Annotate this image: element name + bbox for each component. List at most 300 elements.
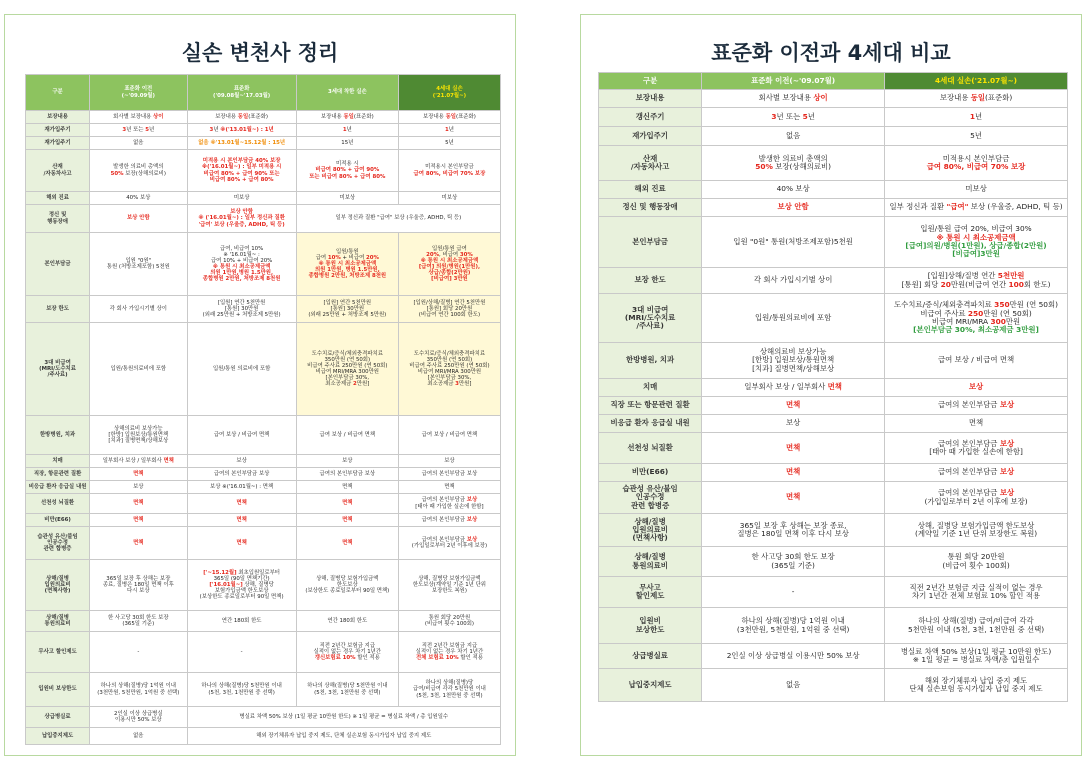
table-cell bbox=[702, 146, 885, 181]
row-label bbox=[26, 632, 90, 673]
text-line: 입원/통원 bbox=[335, 248, 359, 255]
table-cell bbox=[398, 514, 500, 527]
cell-text bbox=[149, 127, 154, 133]
cell-text bbox=[786, 418, 800, 427]
table-row bbox=[599, 181, 1068, 199]
text-line: 도수치료/증식/체외충격파치료 bbox=[894, 300, 995, 310]
row-label bbox=[599, 181, 702, 199]
table-row bbox=[26, 514, 501, 527]
row-label bbox=[26, 233, 90, 296]
text-line: 비급여 MRI/MRA 300만원 bbox=[417, 369, 482, 375]
row-label bbox=[599, 608, 702, 644]
text-line: [한방] 입원보상/통원면책 bbox=[752, 355, 835, 365]
table-cell bbox=[187, 632, 296, 673]
table-cell bbox=[296, 455, 398, 468]
text-line: [입원]상해/질병 연간 bbox=[927, 271, 998, 281]
table-cell bbox=[90, 494, 187, 514]
table-cell bbox=[398, 611, 500, 632]
text-line: 면책 bbox=[785, 400, 801, 410]
cell-text bbox=[133, 484, 143, 490]
cell-text bbox=[901, 647, 1051, 664]
table-cell bbox=[885, 415, 1068, 433]
text-line: 입원 "0원" 통원(처방조제포함)5천원 bbox=[733, 236, 853, 246]
text-line: 다시 보상 bbox=[127, 588, 150, 595]
text-line: ※ 통원 시 최소공제금액 bbox=[318, 260, 377, 267]
text-line: 보장내용 bbox=[635, 93, 665, 103]
cell-text bbox=[336, 215, 462, 221]
row-label bbox=[599, 577, 702, 608]
cell-text bbox=[889, 202, 946, 211]
text-line: 50% bbox=[755, 162, 773, 171]
text-line: 직전 2년간 보험금 지급 bbox=[319, 642, 376, 649]
text-line: - bbox=[240, 648, 243, 655]
table-cell bbox=[702, 433, 885, 464]
table-cell bbox=[885, 482, 1068, 514]
row-label bbox=[26, 124, 90, 137]
text-line: 급여 보상 / 비급여 면책 bbox=[937, 355, 1015, 365]
table-cell bbox=[90, 205, 187, 233]
text-line: 치매 bbox=[52, 457, 63, 464]
cell-text bbox=[340, 195, 356, 201]
cell-text bbox=[103, 576, 174, 594]
header-row bbox=[599, 73, 1068, 90]
text-line: [본인부담금 30%, bbox=[325, 375, 370, 382]
cell-text bbox=[111, 366, 167, 372]
text-line: (~'09.09월) bbox=[121, 92, 155, 99]
column-header bbox=[398, 75, 500, 111]
cell-text bbox=[965, 184, 986, 193]
text-line: 직장, 항문관련 질환 bbox=[33, 470, 82, 477]
table-cell bbox=[90, 150, 187, 192]
table-row bbox=[26, 632, 501, 673]
table-cell bbox=[885, 199, 1068, 217]
row-label bbox=[26, 494, 90, 514]
table-row bbox=[26, 611, 501, 632]
text-line: 5년 bbox=[970, 130, 982, 140]
cell-text bbox=[786, 443, 800, 452]
cell-text bbox=[327, 618, 367, 624]
text-line: 비급여 주사료 250만원 (연 50회) bbox=[409, 362, 490, 369]
text-line: 보장(상해의료비) bbox=[772, 162, 832, 171]
cell-text bbox=[415, 504, 483, 510]
text-line: 365일 보장 후 상해는 보장 bbox=[106, 575, 171, 582]
table-row bbox=[26, 111, 501, 124]
text-line: 보상 bbox=[466, 536, 478, 543]
cell-text bbox=[828, 382, 842, 391]
table-row bbox=[599, 108, 1068, 127]
text-line: 급여의 본인부담금 bbox=[937, 467, 1000, 477]
table-cell bbox=[702, 608, 885, 644]
cell-text bbox=[357, 381, 370, 387]
text-line: ('21.07월~) bbox=[432, 92, 467, 99]
text-line: 실적이 없는 경우 차기 1년간 bbox=[313, 648, 382, 655]
text-line: 해외 진료 bbox=[46, 194, 69, 201]
row-label bbox=[26, 192, 90, 205]
text-line: 상해/질병 bbox=[46, 575, 69, 582]
row-label bbox=[26, 111, 90, 124]
cell-text bbox=[924, 497, 1027, 506]
text-line: 일부회사 보상 / 일부회사 bbox=[102, 457, 164, 464]
cell-text bbox=[236, 500, 246, 506]
text-line: 입원의료비 bbox=[44, 581, 71, 588]
cell-text bbox=[342, 517, 352, 523]
text-line: 5년 bbox=[445, 139, 454, 146]
text-line: [태아 때 가입한 실손에 한함] bbox=[415, 503, 484, 510]
table-cell bbox=[187, 323, 296, 416]
text-line: 상해, 질병당 보험가입금액 한도보상 bbox=[917, 520, 1035, 530]
text-line: 년 bbox=[149, 126, 155, 133]
text-line: 상해/질병 bbox=[634, 516, 666, 526]
row-label bbox=[599, 433, 702, 464]
text-line: 면책 bbox=[785, 442, 801, 452]
table-cell bbox=[885, 294, 1068, 343]
text-line: 3 bbox=[771, 111, 777, 121]
text-line: 납입중지제도 bbox=[41, 732, 74, 739]
text-line: 또는 비급여 80% + 급여 80% bbox=[309, 173, 386, 180]
text-line: 년 또는 bbox=[776, 111, 803, 121]
table-cell bbox=[187, 124, 296, 137]
cell-text bbox=[971, 93, 985, 102]
text-line: 보상한도 bbox=[635, 624, 665, 634]
text-line: 종합병원 2만원, 처방조제 8천원 bbox=[202, 276, 281, 283]
text-line: 년 bbox=[213, 126, 221, 133]
text-line: 산재 bbox=[642, 153, 658, 163]
text-line: 도수치료/증식/체외충격파치료 bbox=[311, 350, 383, 357]
text-line: (비급여 횟수 100회) bbox=[424, 621, 475, 627]
cell-text bbox=[356, 655, 380, 661]
cell-text bbox=[413, 300, 485, 318]
cell-text bbox=[755, 313, 831, 322]
text-line: 면책 bbox=[342, 483, 353, 490]
text-line: 면책 bbox=[785, 492, 801, 502]
text-line: [비급여] 3만원 bbox=[431, 276, 468, 283]
text-line: 상해의료비 보상가능 bbox=[114, 425, 163, 432]
text-line: 1 bbox=[342, 126, 347, 133]
table-cell bbox=[885, 90, 1068, 108]
row-label bbox=[26, 150, 90, 192]
text-line: 100 bbox=[1008, 279, 1024, 289]
table-cell bbox=[398, 233, 500, 296]
text-line: 하나의 상해(질병)당 bbox=[425, 680, 474, 687]
table-row bbox=[26, 416, 501, 455]
row-label bbox=[599, 127, 702, 146]
cell-text bbox=[342, 458, 352, 464]
text-line: 종합병원 2만원, 처방조제 8천원 bbox=[308, 273, 387, 280]
cell-text bbox=[137, 649, 139, 655]
text-line: ※ ('16.01월~) : 일부 정신과 질환 bbox=[198, 215, 285, 222]
text-line: 회 한도) bbox=[1023, 279, 1051, 289]
left-panel bbox=[4, 14, 516, 756]
table-cell bbox=[398, 481, 500, 494]
text-line: (MRI/도수치료 bbox=[624, 312, 676, 322]
text-line: 3 bbox=[455, 381, 459, 388]
table-cell bbox=[296, 416, 398, 455]
cell-text bbox=[320, 432, 376, 438]
cell-text bbox=[343, 114, 353, 120]
text-line: 구분 bbox=[52, 89, 63, 96]
cell-text bbox=[737, 521, 849, 538]
table-cell bbox=[885, 146, 1068, 181]
text-line: 상급병실료 bbox=[632, 650, 668, 660]
text-line: [급여] 의원/병원(1만원), bbox=[418, 264, 481, 270]
table-cell bbox=[702, 644, 885, 669]
text-line: 갱신보험료 10% bbox=[314, 655, 356, 662]
table-cell bbox=[90, 514, 187, 527]
row-label bbox=[26, 611, 90, 632]
text-line: 비급여 MRI/MRA 300만원 bbox=[315, 369, 380, 375]
cell-text bbox=[927, 162, 1025, 171]
table-cell bbox=[296, 205, 500, 233]
text-line: 보험가입금액 한도보상 bbox=[214, 588, 269, 595]
cell-text bbox=[446, 114, 456, 120]
text-line: [입원] 연간 5천만원 bbox=[323, 299, 372, 306]
text-line: 입원/통원 급여 bbox=[432, 245, 467, 252]
text-line: 종료, 질병은 180일 면책 이후 bbox=[102, 581, 174, 588]
table-cell bbox=[702, 397, 885, 415]
table-cell bbox=[90, 560, 187, 611]
cell-text bbox=[941, 280, 951, 289]
row-label bbox=[599, 217, 702, 268]
text-line: 보상 bbox=[236, 457, 247, 464]
text-line: ※ 통원 시 최소공제금액 bbox=[212, 264, 271, 270]
cell-text bbox=[213, 366, 270, 372]
text-line: 하나의 상해(질병)당 5천만원 이내 bbox=[307, 683, 388, 690]
table-row bbox=[26, 205, 501, 233]
text-line: [입원/상해/질병] 연간 5천만원 bbox=[413, 299, 486, 306]
cell-text bbox=[97, 683, 179, 695]
text-line: 350만원 (연 50회) bbox=[426, 356, 473, 363]
text-line: 상급병실료 bbox=[44, 713, 71, 720]
text-line: 250 bbox=[967, 308, 984, 318]
cell-text bbox=[220, 127, 273, 133]
cell-text bbox=[467, 517, 477, 523]
text-line: 해외 장기체류자 납입 중지 제도 bbox=[924, 675, 1028, 685]
text-line: 최소공제금 bbox=[427, 381, 456, 388]
text-line: 보상 bbox=[999, 467, 1015, 477]
table-cell bbox=[296, 111, 398, 124]
text-line: 상해, 질병당 bbox=[242, 581, 274, 588]
row-label bbox=[599, 547, 702, 577]
text-line: 보상 bbox=[999, 438, 1015, 448]
text-line: 급여의 본인부담금 bbox=[937, 400, 1000, 410]
row-label bbox=[26, 728, 90, 745]
cell-text bbox=[1008, 280, 1023, 289]
cell-text bbox=[733, 237, 852, 246]
table-cell bbox=[885, 397, 1068, 415]
table-row bbox=[26, 673, 501, 707]
text-line: 1 bbox=[444, 126, 449, 133]
cell-text bbox=[905, 241, 1046, 258]
table-cell bbox=[885, 644, 1068, 669]
text-line: 급여 80%, 비급여 70% 보장 bbox=[413, 170, 486, 177]
text-line: 없음 ※'13.01월~15.12월 : 15년 bbox=[198, 139, 286, 146]
column-header bbox=[26, 75, 90, 111]
text-line: 면책 bbox=[342, 500, 353, 507]
row-label bbox=[599, 146, 702, 181]
text-line: 각 회사 가입시기별 상이 bbox=[753, 275, 833, 285]
table-cell bbox=[187, 468, 296, 481]
text-line: 4세대 실손('21.07월~) bbox=[935, 75, 1018, 85]
table-cell bbox=[885, 608, 1068, 644]
text-line: 40% 보상 bbox=[776, 184, 810, 194]
table-cell bbox=[296, 468, 398, 481]
cell-text bbox=[342, 484, 352, 490]
cell-text bbox=[307, 351, 387, 387]
text-line: 보장내용 bbox=[47, 113, 68, 120]
table-cell bbox=[885, 379, 1068, 397]
table-cell bbox=[187, 707, 501, 728]
text-line: 급여의 본인부담금 bbox=[421, 497, 467, 504]
text-line: 보상 bbox=[999, 400, 1015, 410]
text-line: ※ '16.01월~ : bbox=[223, 251, 260, 258]
left-comparison-table bbox=[25, 74, 501, 745]
left-table-header bbox=[26, 75, 501, 111]
left-table-body bbox=[26, 111, 501, 745]
cell-text bbox=[938, 400, 1000, 409]
text-line: 납입중지제도 bbox=[628, 679, 672, 689]
row-label bbox=[599, 669, 702, 702]
table-cell bbox=[702, 669, 885, 702]
text-line: (5천, 3천, 1천만원 중 선택) bbox=[314, 689, 381, 696]
text-line: 비응급 환자 응급실 내원 bbox=[610, 418, 690, 428]
table-cell bbox=[296, 481, 398, 494]
table-cell bbox=[187, 205, 296, 233]
table-cell bbox=[296, 527, 398, 560]
cell-text bbox=[786, 400, 800, 409]
text-line: 20% bbox=[426, 251, 440, 258]
text-line: (계약일 기준 1년 단위 보장한도 복원) bbox=[914, 529, 1038, 538]
cell-text bbox=[444, 484, 454, 490]
text-line: 년 bbox=[807, 111, 815, 121]
text-line: 표준화 이전 bbox=[124, 86, 153, 93]
text-line: 없음 bbox=[133, 732, 144, 739]
table-cell bbox=[702, 90, 885, 108]
table-cell bbox=[90, 416, 187, 455]
row-label bbox=[26, 481, 90, 494]
text-line: (표준화) bbox=[985, 93, 1013, 103]
table-cell bbox=[398, 527, 500, 560]
text-line: 한방병원, 치과 bbox=[39, 431, 76, 438]
text-line: 년 또는 bbox=[126, 126, 146, 133]
text-line: 상이 bbox=[813, 93, 828, 103]
table-cell bbox=[885, 181, 1068, 199]
text-line: 산재 bbox=[52, 164, 63, 171]
table-cell bbox=[702, 415, 885, 433]
cell-text bbox=[813, 93, 827, 102]
text-line: (외래 25만원 + 처방조제 5만원) bbox=[202, 312, 281, 319]
text-line: 면책 bbox=[968, 418, 984, 428]
text-line: [급여]의원/병원(1만원), 상급/종합(2만원) bbox=[905, 241, 1047, 250]
cell-text bbox=[133, 500, 143, 506]
table-cell bbox=[296, 124, 398, 137]
cell-text bbox=[238, 114, 248, 120]
table-cell bbox=[398, 111, 500, 124]
text-line: [한방] 입원보상/통원면책 bbox=[108, 431, 169, 438]
text-line: 5 bbox=[802, 111, 808, 121]
text-line: 1 bbox=[969, 111, 976, 121]
text-line: 할인 적용 bbox=[458, 655, 483, 662]
table-cell bbox=[296, 560, 398, 611]
text-line: 2인실 이상 상급병실 이용시만 50% 보상 bbox=[726, 650, 860, 660]
table-cell bbox=[398, 673, 500, 707]
table-cell bbox=[187, 137, 296, 150]
text-line: 10% bbox=[327, 254, 341, 261]
text-line: (보상한도 종료일로부터 90일 면책) bbox=[305, 588, 390, 595]
cell-text bbox=[210, 484, 273, 490]
text-line: 본인부담금 bbox=[44, 260, 71, 267]
table-cell bbox=[398, 124, 500, 137]
cell-text bbox=[202, 158, 282, 182]
text-line: 365일 보장 후 상해는 보장 종료, bbox=[739, 520, 847, 530]
text-line: 급여의 본인부담금 보상 bbox=[319, 470, 376, 477]
table-cell bbox=[398, 416, 500, 455]
text-line: [통원] 30만원 bbox=[224, 305, 259, 312]
text-line: /자동차사고 bbox=[43, 170, 72, 177]
text-line: 급여/비급여 각각 5천만원 이내 bbox=[413, 686, 486, 693]
text-line: 30% bbox=[459, 251, 473, 258]
text-line: 3 bbox=[209, 126, 214, 133]
text-line: 300 bbox=[990, 317, 1006, 326]
text-line: ※('16.01월~) : 일부 미적용 시 bbox=[201, 164, 282, 171]
text-line: 재가입주기 bbox=[44, 126, 71, 133]
table-cell bbox=[90, 707, 187, 728]
text-line: 무사고 bbox=[639, 582, 661, 592]
text-line: (비급여 연간 100회 한도) bbox=[418, 312, 481, 319]
text-line: 2인실 이상 상급병실 bbox=[114, 710, 163, 717]
table-cell bbox=[398, 468, 500, 481]
text-line: (면책사항) bbox=[44, 588, 71, 595]
table-cell bbox=[296, 611, 398, 632]
table-cell bbox=[187, 455, 296, 468]
cell-text bbox=[342, 500, 352, 506]
cell-text bbox=[198, 140, 285, 146]
table-row bbox=[599, 514, 1068, 547]
row-label bbox=[599, 644, 702, 669]
table-cell bbox=[187, 673, 296, 707]
text-line: 해외 장기체류자 납입 중지 제도, 단체 실손보험 동시가입자 납입 중지 제도 bbox=[256, 732, 432, 739]
text-line: 무사고 할인제도 bbox=[38, 648, 77, 655]
text-line: 입원비 bbox=[639, 616, 661, 626]
row-label bbox=[599, 415, 702, 433]
text-line: 통원 회당 20만원 bbox=[947, 552, 1005, 562]
text-line: 급여의 본인부담금 bbox=[421, 516, 467, 523]
text-line: 350 bbox=[994, 300, 1010, 310]
text-line: [본인부담금 30%, 최소공제금 3만원] bbox=[913, 325, 1039, 335]
cell-text bbox=[110, 306, 167, 312]
text-line: 최초입원일로부터 bbox=[236, 569, 280, 576]
text-line: 보장(상해의료비) bbox=[123, 170, 166, 177]
cell-text bbox=[442, 195, 458, 201]
text-line: 급여의 본인부담금 보상 bbox=[213, 470, 270, 477]
table-cell bbox=[187, 728, 501, 745]
row-label bbox=[599, 464, 702, 482]
table-row bbox=[26, 481, 501, 494]
cell-text bbox=[776, 112, 802, 121]
text-line: 통원 (처방조제포함) 5천원 bbox=[106, 264, 170, 270]
text-line: (비급여 횟수 100회) bbox=[942, 560, 1010, 570]
text-line: (365일 기준) bbox=[771, 560, 815, 570]
text-line: 보장 한도 bbox=[46, 305, 69, 312]
text-line: 보상 bbox=[444, 457, 455, 464]
text-line: 비응급 환자 응급실 내원 bbox=[28, 483, 87, 490]
table-cell bbox=[187, 296, 296, 323]
text-line: 미보상 bbox=[233, 194, 250, 201]
table-cell bbox=[702, 577, 885, 608]
cell-text bbox=[778, 202, 809, 211]
cell-text bbox=[938, 355, 1014, 364]
text-line: 표준화 이전(~'09.07월) bbox=[751, 75, 836, 85]
cell-text bbox=[320, 471, 376, 477]
